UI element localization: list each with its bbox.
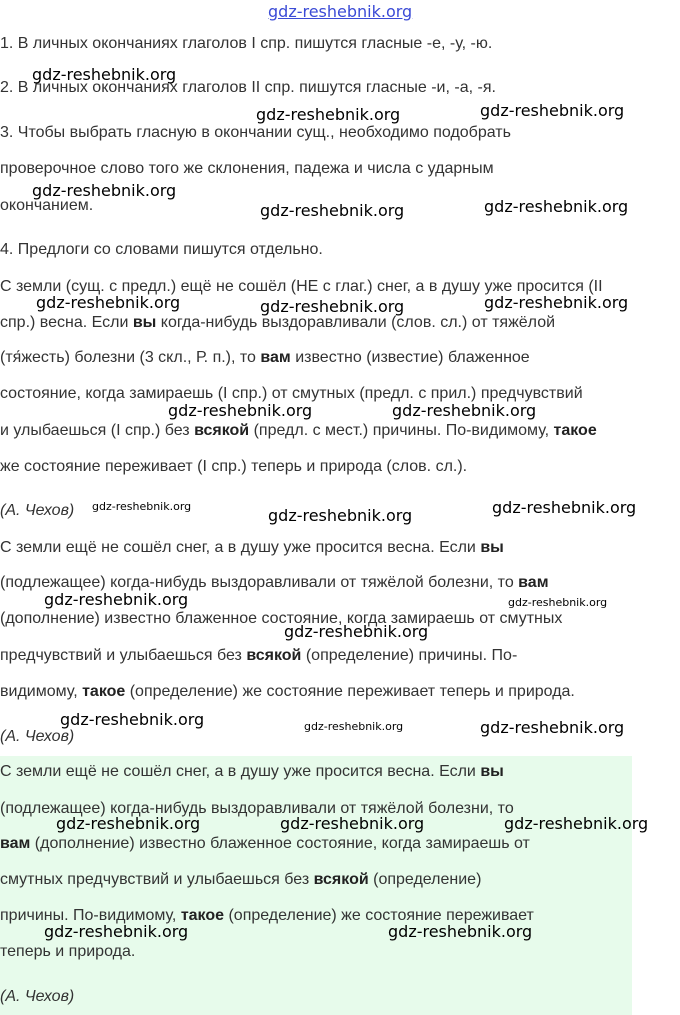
watermark: gdz-reshebnik.org <box>168 401 313 420</box>
analysis-line-3: (тя́жесть) болезни (3 скл., Р. п.), то вам известно (известие) блаженное <box>0 349 530 366</box>
rule-1: 1. В личных окончаниях глаголов I спр. пишутся гласные -е, -у, -ю. <box>0 35 493 52</box>
watermark: gdz-reshebnik.org <box>92 500 192 513</box>
analysis-line-1: С земли (сущ. с предл.) ещё не сошёл (НЕ с глаг.) снег, а в душу уже просится (II <box>0 278 603 295</box>
members-line-2: (подлежащее) когда-нибудь выздоравливали от тяжёлой болезни, то вам <box>0 574 549 591</box>
analysis-line-2: спр.) весна. Если вы когда-нибудь выздоравливали (слов. сл.) от тяжёлой <box>0 314 556 331</box>
watermark: gdz-reshebnik.org <box>492 498 637 517</box>
rule-3-line-1: 3. Чтобы выбрать гласную в окончании сущ., необходимо подобрать <box>0 124 511 141</box>
watermark: gdz-reshebnik.org <box>260 201 405 220</box>
site-watermark-link[interactable]: gdz-reshebnik.org <box>268 2 413 21</box>
watermark: gdz-reshebnik.org <box>508 596 608 609</box>
watermark: gdz-reshebnik.org <box>36 293 181 312</box>
answer-line-1: С земли ещё не сошёл снег, а в душу уже просится весна. Если вы <box>0 763 504 780</box>
watermark: gdz-reshebnik.org <box>480 718 625 737</box>
watermark: gdz-reshebnik.org <box>44 922 189 941</box>
analysis-author: (А. Чехов) <box>0 502 75 519</box>
watermark: gdz-reshebnik.org <box>484 293 629 312</box>
watermark: gdz-reshebnik.org <box>260 297 405 316</box>
answer-line-4: смутных предчувствий и улыбаешься без всякой (определение) <box>0 871 482 888</box>
members-line-5: видимому, такое (определение) же состояние переживает теперь и природа. <box>0 683 575 700</box>
watermark: gdz-reshebnik.org <box>32 65 177 84</box>
rule-3-line-3: окончанием. <box>0 197 94 214</box>
members-line-1: С земли ещё не сошёл снег, а в душу уже просится весна. Если вы <box>0 539 504 556</box>
answer-line-6: теперь и природа. <box>0 943 136 960</box>
members-line-3: (дополнение) известно блаженное состояние, когда замираешь от смутных <box>0 610 563 627</box>
members-author: (А. Чехов) <box>0 728 75 745</box>
watermark: gdz-reshebnik.org <box>284 622 429 641</box>
watermark: gdz-reshebnik.org <box>388 922 533 941</box>
analysis-line-5: и улыбаешься (I спр.) без всякой (предл. с мест.) причины. По-видимому, такое <box>0 422 597 439</box>
answer-author: (А. Чехов) <box>0 988 75 1005</box>
watermark: gdz-reshebnik.org <box>32 181 177 200</box>
watermark: gdz-reshebnik.org <box>480 101 625 120</box>
analysis-line-4: состояние, когда замираешь (I спр.) от смутных (предл. с прил.) предчувствий <box>0 385 583 402</box>
watermark: gdz-reshebnik.org <box>392 401 537 420</box>
watermark: gdz-reshebnik.org <box>304 720 404 733</box>
answer-line-2: (подлежащее) когда-нибудь выздоравливали от тяжёлой болезни, то <box>0 800 514 817</box>
watermark: gdz-reshebnik.org <box>484 197 629 216</box>
answer-line-3: вам (дополнение) известно блаженное состояние, когда замираешь от <box>0 835 530 852</box>
watermark: gdz-reshebnik.org <box>268 506 413 525</box>
rule-2: 2. В личных окончаниях глаголов II спр. пишутся гласные -и, -а, -я. <box>0 79 496 96</box>
watermark: gdz-reshebnik.org <box>56 814 201 833</box>
members-line-4: предчувствий и улыбаешься без всякой (определение) причины. По- <box>0 647 518 664</box>
rule-4: 4. Предлоги со словами пишутся отдельно. <box>0 241 323 258</box>
watermark: gdz-reshebnik.org <box>280 814 425 833</box>
analysis-line-6: же состояние переживает (I спр.) теперь и природа (слов. сл.). <box>0 458 468 475</box>
watermark: gdz-reshebnik.org <box>256 105 401 124</box>
watermark: gdz-reshebnik.org <box>504 814 649 833</box>
answer-line-5: причины. По-видимому, такое (определение) же состояние переживает <box>0 907 534 924</box>
watermark: gdz-reshebnik.org <box>60 710 205 729</box>
rule-3-line-2: проверочное слово того же склонения, падежа и числа с ударным <box>0 160 494 177</box>
watermark: gdz-reshebnik.org <box>44 590 189 609</box>
